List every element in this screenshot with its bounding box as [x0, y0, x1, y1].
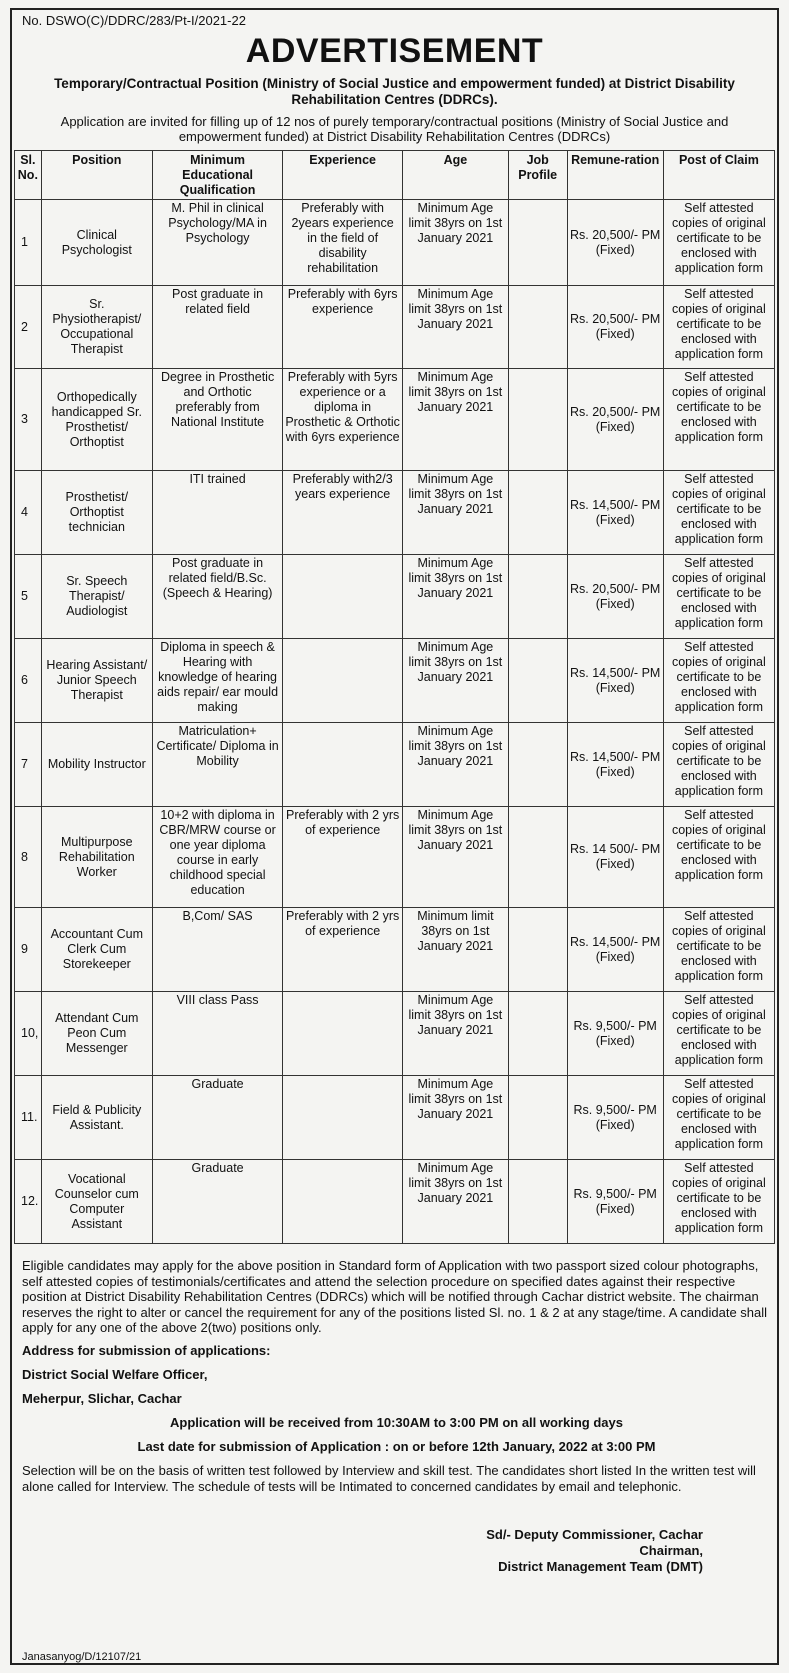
serial-number-cell: 8 — [15, 807, 42, 908]
job-profile-cell — [508, 471, 567, 555]
position-cell: Multipurpose Rehabilitation Worker — [41, 807, 152, 908]
signatory-line: District Management Team (DMT) — [498, 1559, 703, 1574]
table-row — [15, 1076, 775, 1160]
qualification-cell: Post graduate in related field/B.Sc. (Speech & Hearing) — [152, 555, 282, 639]
remuneration-cell: Rs. 14,500/- PM (Fixed) — [567, 471, 663, 555]
age-cell: Minimum Age limit 38yrs on 1st January 2021 — [402, 471, 508, 555]
column-header: Position — [41, 151, 152, 200]
qualification-cell: Post graduate in related field — [152, 286, 282, 369]
experience-cell: Preferably with2/3 years experience — [283, 471, 403, 555]
column-header: Job Profile — [508, 151, 567, 200]
intro-text: Application are invited for filling up of 12 nos of purely temporary/contractual positions (Ministry of Social Justice and empowerment funded) at District Disability Rehabilitation Centres (DDRCs) — [60, 114, 729, 144]
remuneration-cell: Rs. 9,500/- PM (Fixed) — [567, 1160, 663, 1244]
position-cell: Hearing Assistant/ Junior Speech Therapist — [41, 639, 152, 723]
address-heading: Address for submission of applications: — [22, 1343, 271, 1358]
janasanyog-reference: Janasanyog/D/12107/21 — [22, 1651, 142, 1663]
serial-number-cell: 2 — [15, 286, 42, 369]
qualification-cell: 10+2 with diploma in CBR/MRW course or one year diploma course in early childhood special education — [152, 807, 282, 908]
remuneration-cell: Rs. 14 500/- PM (Fixed) — [567, 807, 663, 908]
claim-cell: Self attested copies of original certificate to be enclosed with application form — [663, 471, 774, 555]
table-row — [15, 992, 775, 1076]
experience-cell — [283, 555, 403, 639]
claim-cell: Self attested copies of original certificate to be enclosed with application form — [663, 200, 774, 286]
experience-cell: Preferably with 2years experience in the field of disability rehabilitation — [283, 200, 403, 286]
claim-cell: Self attested copies of original certificate to be enclosed with application form — [663, 555, 774, 639]
age-cell: Minimum Age limit 38yrs on 1st January 2021 — [402, 639, 508, 723]
experience-cell — [283, 1160, 403, 1244]
experience-cell — [283, 723, 403, 807]
serial-number-cell: 9 — [15, 908, 42, 992]
eligibility-paragraph: Eligible candidates may apply for the above position in Standard form of Application with two passport sized colour photographs, self attested copies of testimonials/certificates and attend the selection procedure on specified dates against their respective position at District Disability Rehabilitation Centres (DDRCs) which will be notified through Cachar district website. The chairman reserves the right to alter or cancel the requirement for any of the positions listed Sl. no. 1 & 2 at any stage/time. A candidate shall apply for any one of the above 2(two) positions only. — [22, 1258, 768, 1335]
qualification-cell: Graduate — [152, 1076, 282, 1160]
column-header: Remune-ration — [567, 151, 663, 200]
column-header: Sl. No. — [15, 151, 42, 200]
qualification-cell: B,Com/ SAS — [152, 908, 282, 992]
job-profile-cell — [508, 807, 567, 908]
signatory-line: Sd/- Deputy Commissioner, Cachar — [486, 1527, 703, 1542]
remuneration-cell: Rs. 14,500/- PM (Fixed) — [567, 723, 663, 807]
signature-block — [486, 1527, 703, 1575]
page-subtitle: Temporary/Contractual Position (Ministry of Social Justice and empowerment funded) at District Disability Rehabilitation Centres (DDRCs). — [54, 76, 735, 107]
position-cell: Orthopedically handicapped Sr. Prosthetist/ Orthoptist — [41, 369, 152, 471]
age-cell: Minimum Age limit 38yrs on 1st January 2021 — [402, 1160, 508, 1244]
column-header: Age — [402, 151, 508, 200]
signatory-line: Chairman, — [639, 1543, 703, 1558]
job-profile-cell — [508, 639, 567, 723]
age-cell: Minimum Age limit 38yrs on 1st January 2021 — [402, 369, 508, 471]
table-row — [15, 639, 775, 723]
qualification-cell: VIII class Pass — [152, 992, 282, 1076]
address-line: Meherpur, Slichar, Cachar — [22, 1391, 182, 1406]
experience-cell: Preferably with 6yrs experience — [283, 286, 403, 369]
claim-cell: Self attested copies of original certificate to be enclosed with application form — [663, 369, 774, 471]
qualification-cell: ITI trained — [152, 471, 282, 555]
remuneration-cell: Rs. 9,500/- PM (Fixed) — [567, 992, 663, 1076]
receive-time-notice: Application will be received from 10:30AM to 3:00 PM on all working days — [170, 1415, 623, 1430]
qualification-cell: M. Phil in clinical Psychology/MA in Psychology — [152, 200, 282, 286]
experience-cell: Preferably with 2 yrs of experience — [283, 908, 403, 992]
qualification-cell: Matriculation+ Certificate/ Diploma in Mobility — [152, 723, 282, 807]
table-row — [15, 200, 775, 286]
remuneration-cell: Rs. 14,500/- PM (Fixed) — [567, 639, 663, 723]
job-profile-cell — [508, 369, 567, 471]
serial-number-cell: 12. — [15, 1160, 42, 1244]
experience-cell — [283, 639, 403, 723]
age-cell: Minimum Age limit 38yrs on 1st January 2021 — [402, 286, 508, 369]
column-header: Minimum Educational Qualification — [152, 151, 282, 200]
age-cell: Minimum Age limit 38yrs on 1st January 2021 — [402, 807, 508, 908]
age-cell: Minimum Age limit 38yrs on 1st January 2021 — [402, 992, 508, 1076]
claim-cell: Self attested copies of original certificate to be enclosed with application form — [663, 639, 774, 723]
job-profile-cell — [508, 200, 567, 286]
job-profile-cell — [508, 908, 567, 992]
age-cell: Minimum Age limit 38yrs on 1st January 2021 — [402, 200, 508, 286]
qualification-cell: Diploma in speech & Hearing with knowledge of hearing aids repair/ ear mould making — [152, 639, 282, 723]
position-cell: Prosthetist/ Orthoptist technician — [41, 471, 152, 555]
position-cell: Sr. Physiotherapist/ Occupational Therapist — [41, 286, 152, 369]
remuneration-cell: Rs. 20,500/- PM (Fixed) — [567, 286, 663, 369]
job-profile-cell — [508, 1076, 567, 1160]
age-cell: Minimum Age limit 38yrs on 1st January 2021 — [402, 723, 508, 807]
serial-number-cell: 10, — [15, 992, 42, 1076]
age-cell: Minimum limit 38yrs on 1st January 2021 — [402, 908, 508, 992]
position-cell: Field & Publicity Assistant. — [41, 1076, 152, 1160]
remuneration-cell: Rs. 20,500/- PM (Fixed) — [567, 200, 663, 286]
job-profile-cell — [508, 555, 567, 639]
claim-cell: Self attested copies of original certificate to be enclosed with application form — [663, 992, 774, 1076]
claim-cell: Self attested copies of original certificate to be enclosed with application form — [663, 908, 774, 992]
serial-number-cell: 3 — [15, 369, 42, 471]
selection-paragraph: Selection will be on the basis of written test followed by Interview and skill test. The candidates short listed In the written test will alone called for Interview. The schedule of tests will be Intimated to concerned candidates by email and telephonic. — [22, 1463, 756, 1494]
claim-cell: Self attested copies of original certificate to be enclosed with application form — [663, 807, 774, 908]
column-header: Experience — [283, 151, 403, 200]
table-row — [15, 555, 775, 639]
serial-number-cell: 11. — [15, 1076, 42, 1160]
remuneration-cell: Rs. 9,500/- PM (Fixed) — [567, 1076, 663, 1160]
serial-number-cell: 4 — [15, 471, 42, 555]
column-header: Post of Claim — [663, 151, 774, 200]
serial-number-cell: 5 — [15, 555, 42, 639]
table-body — [15, 200, 775, 1244]
qualification-cell: Graduate — [152, 1160, 282, 1244]
serial-number-cell: 6 — [15, 639, 42, 723]
vacancy-table — [14, 150, 775, 1244]
position-cell: Clinical Psychologist — [41, 200, 152, 286]
remuneration-cell: Rs. 14,500/- PM (Fixed) — [567, 908, 663, 992]
last-date-notice: Last date for submission of Application : on or before 12th January, 2022 at 3:00 PM — [137, 1439, 656, 1454]
remuneration-cell: Rs. 20,500/- PM (Fixed) — [567, 369, 663, 471]
address-line: District Social Welfare Officer, — [22, 1367, 208, 1382]
experience-cell — [283, 992, 403, 1076]
age-cell: Minimum Age limit 38yrs on 1st January 2021 — [402, 555, 508, 639]
table-row — [15, 286, 775, 369]
table-row — [15, 369, 775, 471]
claim-cell: Self attested copies of original certificate to be enclosed with application form — [663, 1076, 774, 1160]
job-profile-cell — [508, 286, 567, 369]
position-cell: Accountant Cum Clerk Cum Storekeeper — [41, 908, 152, 992]
position-cell: Mobility Instructor — [41, 723, 152, 807]
claim-cell: Self attested copies of original certificate to be enclosed with application form — [663, 723, 774, 807]
table-row — [15, 807, 775, 908]
job-profile-cell — [508, 992, 567, 1076]
position-cell: Sr. Speech Therapist/ Audiologist — [41, 555, 152, 639]
table-row — [15, 723, 775, 807]
age-cell: Minimum Age limit 38yrs on 1st January 2021 — [402, 1076, 508, 1160]
position-cell: Vocational Counselor cum Computer Assistant — [41, 1160, 152, 1244]
job-profile-cell — [508, 723, 567, 807]
serial-number-cell: 7 — [15, 723, 42, 807]
reference-number: No. DSWO(C)/DDRC/283/Pt-I/2021-22 — [22, 13, 246, 28]
table-row — [15, 908, 775, 992]
experience-cell: Preferably with 5yrs experience or a diploma in Prosthetic & Orthotic with 6yrs experience — [283, 369, 403, 471]
position-cell: Attendant Cum Peon Cum Messenger — [41, 992, 152, 1076]
table-row — [15, 1160, 775, 1244]
serial-number-cell: 1 — [15, 200, 42, 286]
experience-cell: Preferably with 2 yrs of experience — [283, 807, 403, 908]
table-row — [15, 471, 775, 555]
job-profile-cell — [508, 1160, 567, 1244]
experience-cell — [283, 1076, 403, 1160]
claim-cell: Self attested copies of original certificate to be enclosed with application form — [663, 286, 774, 369]
table-header-row — [15, 151, 775, 200]
page-title: ADVERTISEMENT — [245, 32, 544, 70]
remuneration-cell: Rs. 20,500/- PM (Fixed) — [567, 555, 663, 639]
qualification-cell: Degree in Prosthetic and Orthotic preferably from National Institute — [152, 369, 282, 471]
claim-cell: Self attested copies of original certificate to be enclosed with application form — [663, 1160, 774, 1244]
